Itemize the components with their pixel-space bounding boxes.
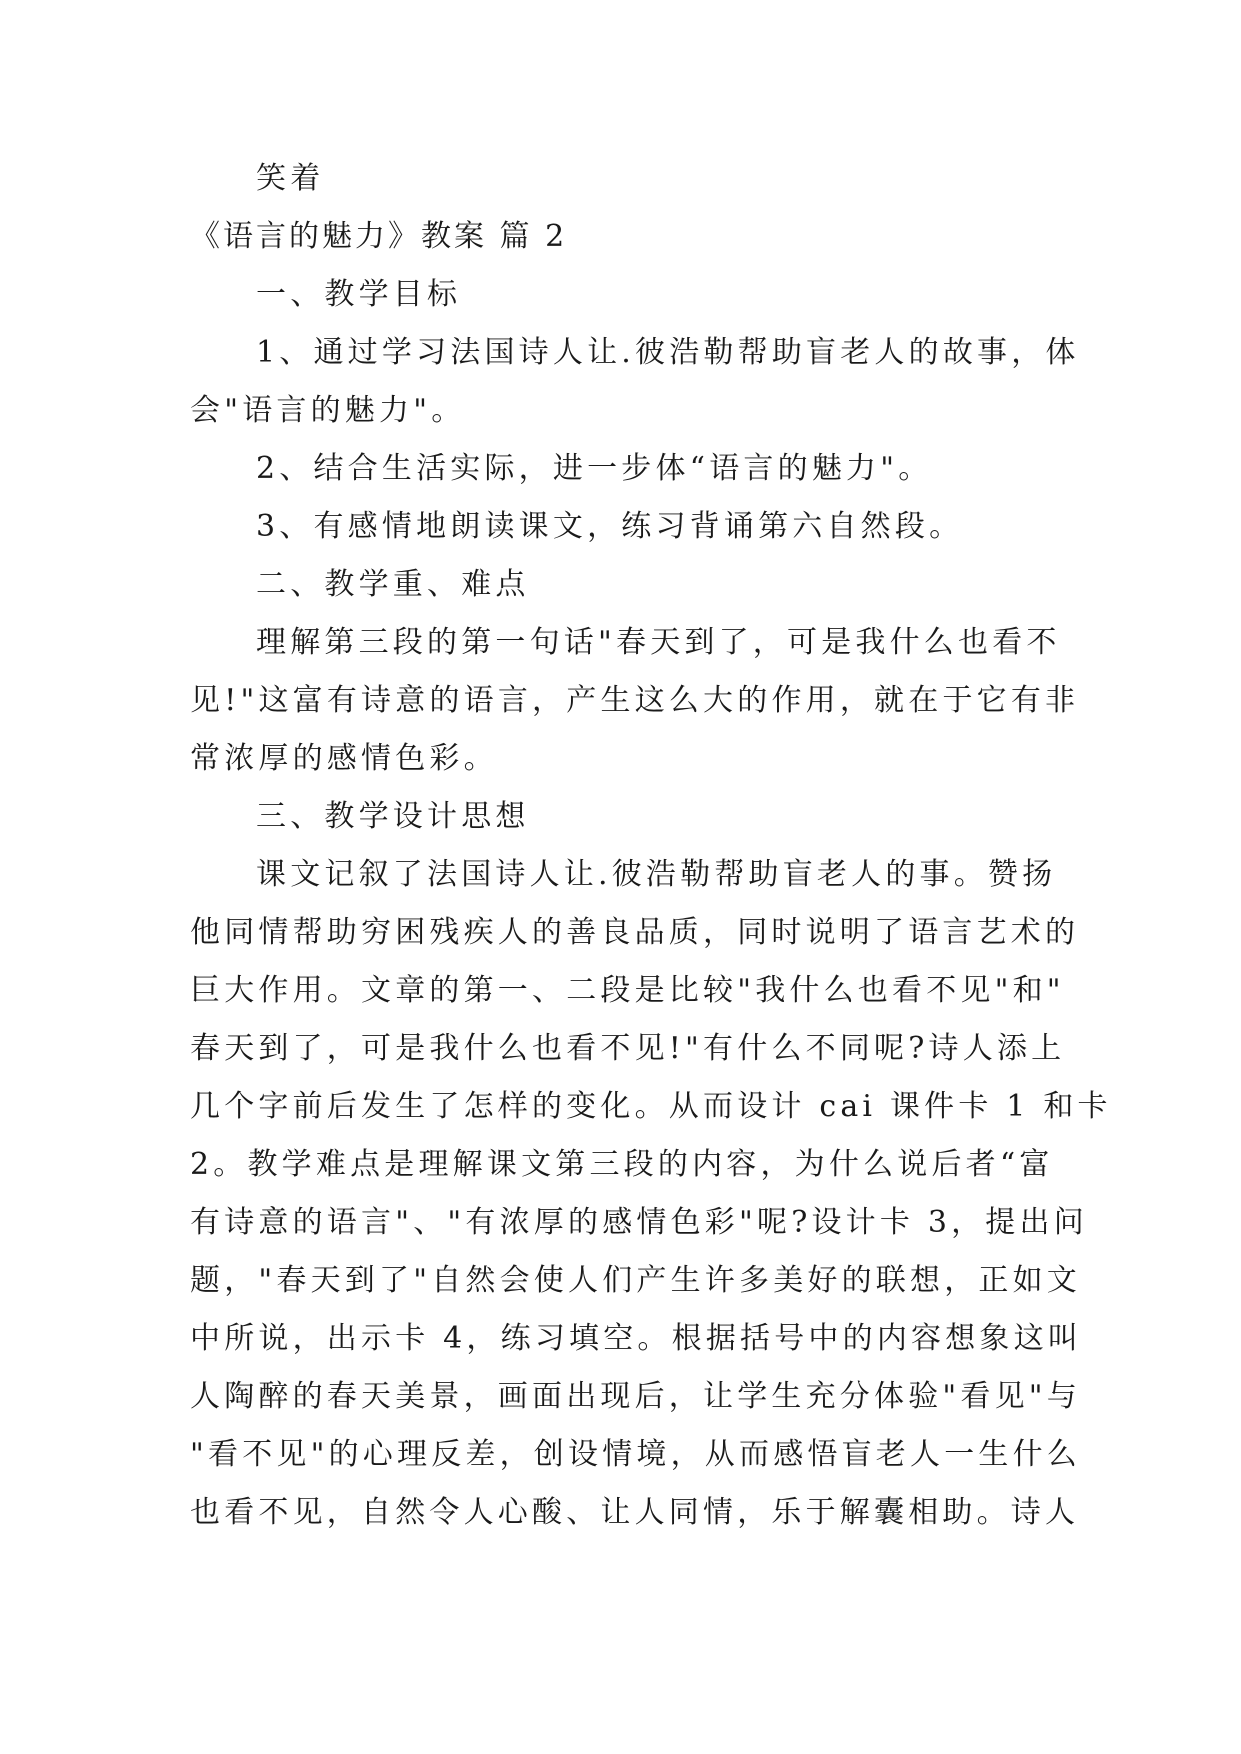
design-paragraph-line-5: 几个字前后发生了怎样的变化。从而设计 cai 课件卡 1 和卡 xyxy=(190,1089,1112,1124)
section-title: 《语言的魅力》教案 篇 2 xyxy=(190,219,568,254)
goal-3: 3、有感情地朗读课文，练习背诵第六自然段。 xyxy=(256,509,964,544)
heading-design-thinking: 三、教学设计思想 xyxy=(256,799,530,834)
document-page xyxy=(190,150,1112,1542)
heading-key-points: 二、教学重、难点 xyxy=(256,567,530,602)
goal-1-line-1: 1、通过学习法国诗人让.彼浩勒帮助盲老人的故事，体 xyxy=(256,335,1080,370)
design-paragraph-line-11: "看不见"的心理反差，创设情境，从而感悟盲老人一生什么 xyxy=(190,1437,1081,1472)
design-paragraph-line-3: 巨大作用。文章的第一、二段是比较"我什么也看不见"和" xyxy=(190,973,1065,1008)
key-points-line-2: 见!"这富有诗意的语言，产生这么大的作用，就在于它有非 xyxy=(190,683,1080,718)
key-points-line-3: 常浓厚的感情色彩。 xyxy=(190,741,498,776)
design-paragraph-line-7: 有诗意的语言"、"有浓厚的感情色彩"呢?设计卡 3，提出问 xyxy=(190,1205,1088,1240)
design-paragraph-line-8: 题，"春天到了"自然会使人们产生许多美好的联想，正如文 xyxy=(190,1263,1081,1298)
previous-section-end-text: 笑着 xyxy=(256,161,325,196)
design-paragraph-line-2: 他同情帮助穷困残疾人的善良品质，同时说明了语言艺术的 xyxy=(190,915,1080,950)
design-paragraph-line-12: 也看不见，自然令人心酸、让人同情，乐于解囊相助。诗人 xyxy=(190,1495,1080,1530)
design-paragraph-line-4: 春天到了，可是我什么也看不见!"有什么不同呢?诗人添上 xyxy=(190,1031,1066,1066)
goal-1-line-2: 会"语言的魅力"。 xyxy=(190,393,466,428)
key-points-line-1: 理解第三段的第一句话"春天到了，可是我什么也看不 xyxy=(256,625,1061,660)
heading-teaching-goals: 一、教学目标 xyxy=(256,277,462,312)
goal-2: 2、结合生活实际，进一步体“语言的魅力"。 xyxy=(256,451,933,486)
design-paragraph-line-6: 2。教学难点是理解课文第三段的内容，为什么说后者“富 xyxy=(190,1147,1054,1182)
design-paragraph-line-1: 课文记叙了法国诗人让.彼浩勒帮助盲老人的事。赞扬 xyxy=(256,857,1057,892)
design-paragraph-line-10: 人陶醉的春天美景，画面出现后，让学生充分体验"看见"与 xyxy=(190,1379,1081,1414)
design-paragraph-line-9: 中所说，出示卡 4，练习填空。根据括号中的内容想象这叫 xyxy=(190,1321,1083,1356)
